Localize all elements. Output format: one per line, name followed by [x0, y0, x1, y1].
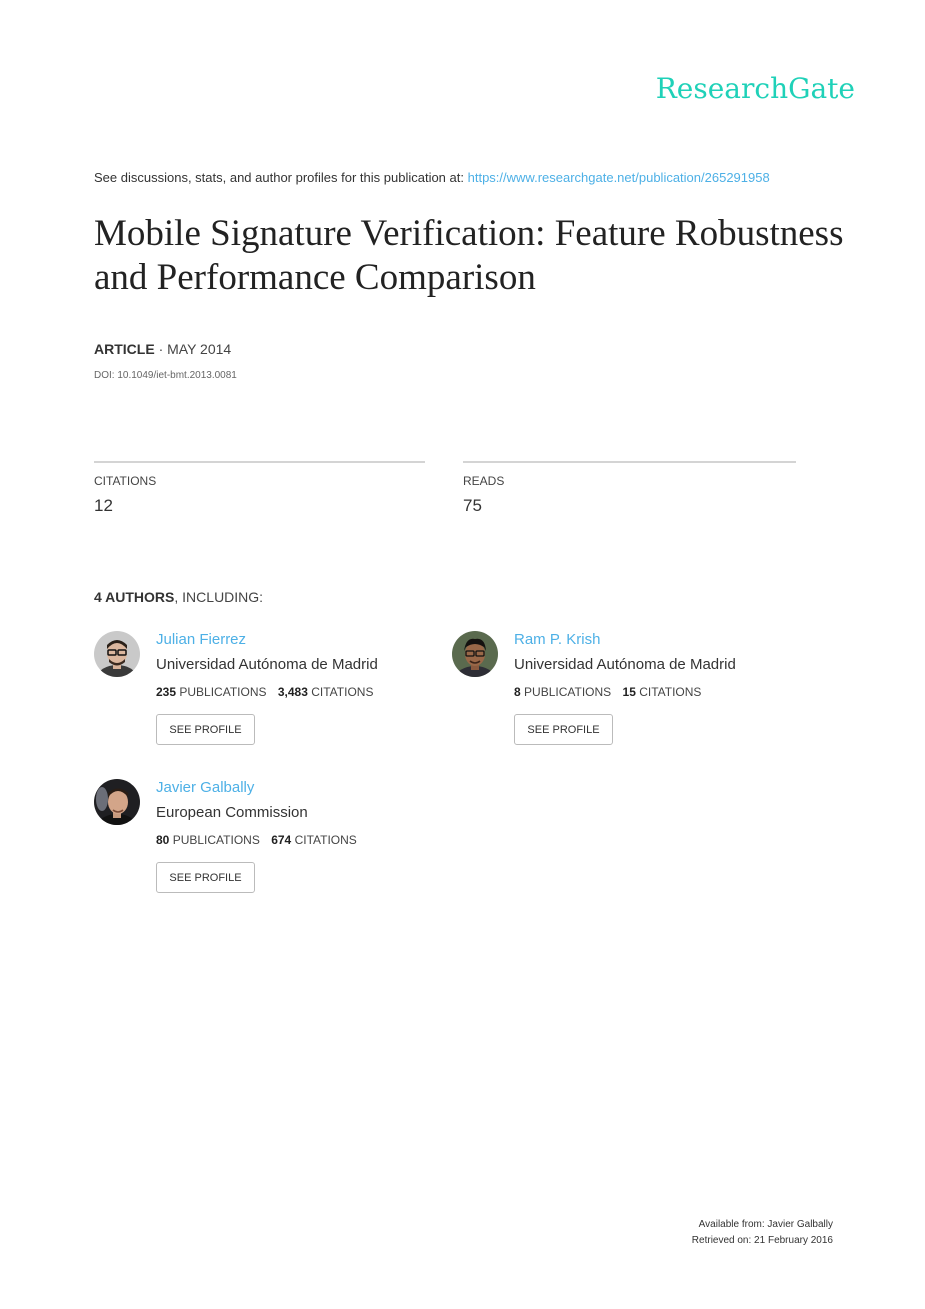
author-citations-count: 3,483 [277, 685, 308, 699]
author-avatar[interactable] [94, 779, 140, 825]
author-publications-count: 8 [514, 685, 521, 699]
author-citations-count: 15 [622, 685, 636, 699]
available-from: Available from: Javier Galbally [698, 1219, 833, 1230]
author-citations-label: CITATIONS [311, 685, 374, 699]
author-avatar[interactable] [94, 631, 140, 677]
author-publications-label: PUBLICATIONS [172, 833, 260, 847]
author-card-julian-fierrez [94, 631, 424, 761]
discussion-line [94, 170, 770, 185]
author-name-link[interactable]: Julian Fierrez [156, 631, 247, 648]
reads-value: 75 [463, 496, 482, 515]
author-card-ram-krish [452, 631, 782, 761]
footer-info [692, 1217, 833, 1249]
researchgate-logo[interactable]: ResearchGate [655, 72, 855, 105]
author-stats [156, 833, 357, 847]
publication-link[interactable]: https://www.researchgate.net/publication/265291958 [467, 170, 770, 185]
publication-date: MAY 2014 [167, 341, 232, 357]
publication-title: Mobile Signature Verification: Feature Robustness and Performance Comparison [94, 213, 844, 298]
author-citations-label: CITATIONS [639, 685, 702, 699]
author-citations-label: CITATIONS [294, 833, 357, 847]
author-institution: Universidad Autónoma de Madrid [156, 656, 378, 673]
avatar-photo-icon [452, 631, 498, 677]
authors-count: 4 AUTHORS [94, 589, 175, 605]
author-publications-count: 80 [156, 833, 170, 847]
authors-heading-suffix: , INCLUDING: [174, 589, 264, 605]
author-publications-label: PUBLICATIONS [179, 685, 267, 699]
citations-value: 12 [94, 496, 113, 515]
avatar-photo-icon [94, 631, 140, 677]
authors-heading [94, 589, 263, 605]
publication-doi: DOI: 10.1049/iet-bmt.2013.0081 [94, 370, 237, 381]
author-name-link[interactable]: Javier Galbally [156, 779, 255, 796]
see-profile-button[interactable]: SEE PROFILE [514, 714, 613, 745]
author-citations-count: 674 [271, 833, 292, 847]
see-profile-button[interactable]: SEE PROFILE [156, 862, 255, 893]
author-publications-count: 235 [156, 685, 177, 699]
see-profile-button[interactable]: SEE PROFILE [156, 714, 255, 745]
author-avatar[interactable] [452, 631, 498, 677]
author-stats [156, 685, 373, 699]
citations-stat [94, 461, 425, 516]
author-publications-label: PUBLICATIONS [524, 685, 612, 699]
citations-label: CITATIONS [94, 474, 157, 488]
meta-separator: · [158, 341, 164, 357]
reads-label: READS [463, 474, 505, 488]
publication-type: ARTICLE [94, 341, 155, 357]
avatar-photo-icon [94, 779, 140, 825]
discussion-prefix: See discussions, stats, and author profiles for this publication at: [94, 170, 464, 185]
author-institution: European Commission [156, 804, 308, 821]
author-stats [514, 685, 701, 699]
reads-stat [463, 461, 796, 516]
author-name-link[interactable]: Ram P. Krish [514, 631, 601, 648]
publication-meta [94, 341, 231, 357]
author-institution: Universidad Autónoma de Madrid [514, 656, 736, 673]
author-card-javier-galbally [94, 779, 424, 909]
retrieved-on: Retrieved on: 21 February 2016 [691, 1235, 833, 1246]
